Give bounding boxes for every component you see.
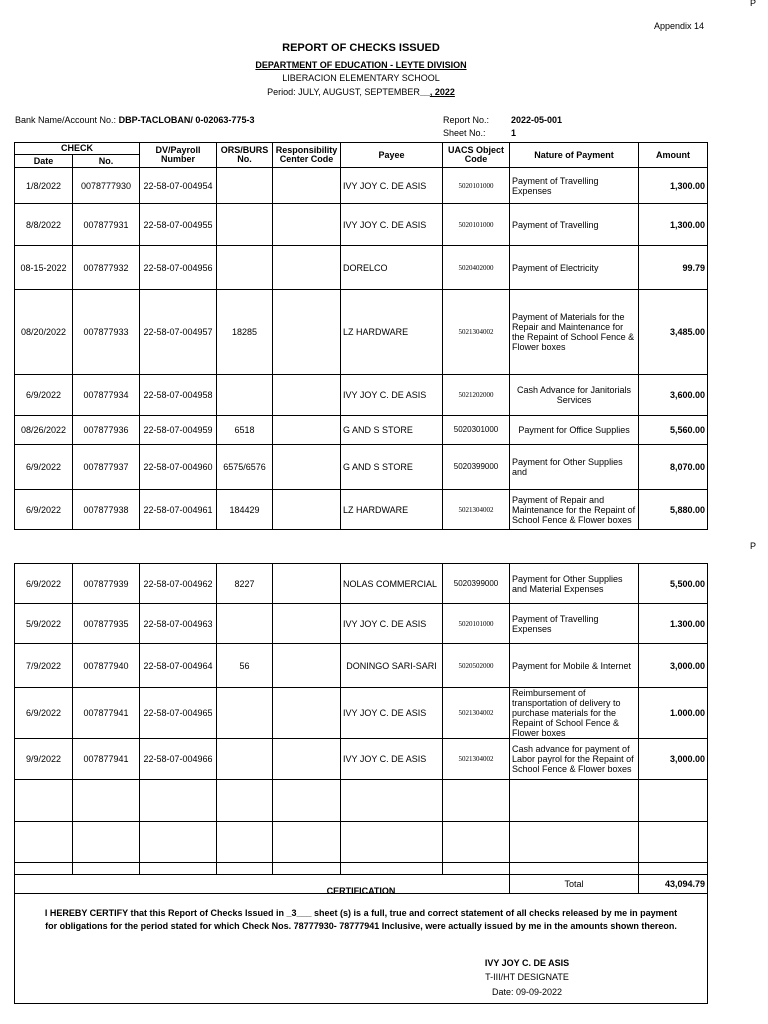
nature-cell: Payment for Other Supplies and Material Expenses	[510, 564, 639, 604]
amount-cell	[639, 863, 708, 875]
nature-cell: Payment of Materials for the Repair and Maintenance for the Repaint of School Fence & Flower boxes	[510, 290, 639, 375]
uacs-code-cell	[443, 822, 510, 863]
nature-cell	[510, 780, 639, 822]
amount-cell: 3,485.00	[639, 290, 708, 375]
ors-burs-cell	[217, 375, 273, 416]
responsibility-cell	[273, 246, 341, 290]
payee-cell: LZ HARDWARE	[341, 490, 443, 530]
nature-cell: Payment of Travelling Expenses	[510, 604, 639, 644]
signer-name: IVY JOY C. DE ASIS	[484, 958, 570, 968]
check-date-cell: 6/9/2022	[15, 688, 73, 739]
ors-burs-cell: 18285	[217, 290, 273, 375]
amount-cell: 3,000.00	[639, 644, 708, 688]
dv-number-cell: 22-58-07-004961	[140, 490, 217, 530]
check-no-cell	[73, 822, 140, 863]
header-check: CHECK	[15, 143, 140, 155]
check-date-cell: 5/9/2022	[15, 604, 73, 644]
dv-number-cell: 22-58-07-004964	[140, 644, 217, 688]
ors-burs-cell	[217, 246, 273, 290]
table-row	[15, 644, 708, 688]
amount-cell: 1.300.00	[639, 604, 708, 644]
check-no-cell: 007877937	[73, 445, 140, 490]
ors-burs-cell	[217, 204, 273, 246]
responsibility-cell	[273, 644, 341, 688]
payee-cell: IVY JOY C. DE ASIS	[341, 688, 443, 739]
dv-number-cell: 22-58-07-004958	[140, 375, 217, 416]
payee-cell: IVY JOY C. DE ASIS	[341, 375, 443, 416]
dv-number-cell: 22-58-07-004963	[140, 604, 217, 644]
payee-cell: G AND S STORE	[341, 416, 443, 445]
ors-burs-cell	[217, 863, 273, 875]
payee-cell: IVY JOY C. DE ASIS	[341, 168, 443, 204]
dv-number-cell	[140, 863, 217, 875]
check-no-cell: 0078777930	[73, 168, 140, 204]
signer-position: T-III/HT DESIGNATE	[485, 972, 569, 982]
uacs-code-cell: 5021304002	[443, 290, 510, 375]
ors-burs-cell	[217, 604, 273, 644]
responsibility-cell	[273, 688, 341, 739]
uacs-code-cell: 5020399000	[443, 564, 510, 604]
amount-cell: 1.000.00	[639, 688, 708, 739]
payee-cell	[341, 822, 443, 863]
check-date-cell	[15, 863, 73, 875]
nature-cell: Payment of Travelling	[510, 204, 639, 246]
dv-number-cell: 22-58-07-004955	[140, 204, 217, 246]
dv-number-cell: 22-58-07-004959	[140, 416, 217, 445]
table-row	[15, 375, 708, 416]
check-no-cell: 007877939	[73, 564, 140, 604]
check-no-cell	[73, 863, 140, 875]
amount-cell	[639, 780, 708, 822]
header-dv: DV/Payroll Number	[140, 143, 217, 168]
check-no-cell: 007877934	[73, 375, 140, 416]
uacs-code-cell	[443, 780, 510, 822]
payee-cell: DONINGO SARI-SARI	[341, 644, 443, 688]
certification-line2: for obligations for the period stated for which Check Nos. 78777930- 78777941 Inclusive, were actually issued by me in the amounts shown thereon.	[45, 921, 677, 931]
uacs-code-cell: 5021304002	[443, 739, 510, 780]
check-no-cell: 007877938	[73, 490, 140, 530]
payee-cell	[341, 780, 443, 822]
check-date-cell: 7/9/2022	[15, 644, 73, 688]
payee-cell: G AND S STORE	[341, 445, 443, 490]
responsibility-cell	[273, 168, 341, 204]
uacs-code-cell: 5020101000	[443, 604, 510, 644]
ors-burs-cell: 8227	[217, 564, 273, 604]
school-name: LIBERACION ELEMENTARY SCHOOL	[282, 73, 440, 83]
table-row	[15, 204, 708, 246]
check-no-cell: 007877941	[73, 739, 140, 780]
check-no-cell: 007877933	[73, 290, 140, 375]
payee-cell: NOLAS COMMERCIAL	[341, 564, 443, 604]
payee-cell: IVY JOY C. DE ASIS	[341, 204, 443, 246]
checks-table-page2	[14, 563, 708, 894]
table-row	[15, 688, 708, 739]
responsibility-cell	[273, 564, 341, 604]
table-row	[15, 445, 708, 490]
amount-cell: 5,560.00	[639, 416, 708, 445]
ors-burs-cell: 56	[217, 644, 273, 688]
payee-cell: LZ HARDWARE	[341, 290, 443, 375]
dv-number-cell: 22-58-07-004957	[140, 290, 217, 375]
nature-cell: Reimbursement of transportation of delivery to purchase materials for the Repaint of School Fence & Flower boxes	[510, 688, 639, 739]
responsibility-cell	[273, 290, 341, 375]
nature-cell: Cash advance for payment of Labor payrol for the Repaint of School Fence & Flower boxes	[510, 739, 639, 780]
amount-cell: 5,500.00	[639, 564, 708, 604]
responsibility-cell	[273, 204, 341, 246]
header-responsibility: Responsibility Center Code	[273, 143, 341, 168]
sheet-no-label: Sheet No.:	[443, 128, 486, 138]
responsibility-cell	[273, 375, 341, 416]
check-date-cell: 6/9/2022	[15, 490, 73, 530]
header-uacs: UACS Object Code	[443, 143, 510, 168]
check-no-cell: 007877941	[73, 688, 140, 739]
responsibility-cell	[273, 445, 341, 490]
nature-cell	[510, 822, 639, 863]
sheet-no-value: 1	[511, 128, 517, 138]
certification-line1: I HEREBY CERTIFY that this Report of Checks Issued in _3___ sheet (s) is a full, true and correct statement of all checks released by me in payment	[44, 908, 678, 918]
report-title: REPORT OF CHECKS ISSUED	[282, 42, 440, 54]
check-no-cell: 007877940	[73, 644, 140, 688]
uacs-code-cell: 5020101000	[443, 204, 510, 246]
check-date-cell	[15, 780, 73, 822]
ors-burs-cell	[217, 168, 273, 204]
check-date-cell: 6/9/2022	[15, 445, 73, 490]
nature-cell: Payment of Electricity	[510, 246, 639, 290]
certification-box	[14, 884, 708, 1004]
amount-cell: 3,600.00	[639, 375, 708, 416]
header-no: No.	[73, 155, 140, 168]
check-no-cell	[73, 780, 140, 822]
check-date-cell: 9/9/2022	[15, 739, 73, 780]
uacs-code-cell	[443, 863, 510, 875]
amount-cell: 1,300.00	[639, 204, 708, 246]
total-amount: 43,094.79	[639, 875, 708, 894]
amount-cell: 5,880.00	[639, 490, 708, 530]
ors-burs-cell: 6575/6576	[217, 445, 273, 490]
ors-burs-cell: 6518	[217, 416, 273, 445]
dv-number-cell: 22-58-07-004960	[140, 445, 217, 490]
uacs-code-cell: 5020301000	[443, 416, 510, 445]
amount-cell: 8,070.00	[639, 445, 708, 490]
payee-cell: IVY JOY C. DE ASIS	[341, 604, 443, 644]
dv-number-cell: 22-58-07-004965	[140, 688, 217, 739]
header-amount: Amount	[639, 143, 708, 168]
nature-cell: Payment for Other Supplies and	[510, 445, 639, 490]
bank-label: Bank Name/Account No.:	[15, 115, 117, 125]
check-date-cell: 08/20/2022	[15, 290, 73, 375]
uacs-code-cell: 5020502000	[443, 644, 510, 688]
total-label: Total	[510, 875, 639, 894]
period-blank: __	[419, 87, 430, 97]
amount-cell: 3,000.00	[639, 739, 708, 780]
uacs-code-cell: 5021202000	[443, 375, 510, 416]
table-row	[15, 564, 708, 604]
period-label: Period: JULY, AUGUST, SEPTEMBER	[267, 87, 420, 97]
table-row	[15, 490, 708, 530]
ors-burs-cell	[217, 739, 273, 780]
uacs-code-cell: 5020399000	[443, 445, 510, 490]
amount-cell: 99.79	[639, 246, 708, 290]
table-row	[15, 739, 708, 780]
table-row	[15, 246, 708, 290]
responsibility-cell	[273, 780, 341, 822]
check-date-cell: 08-15-2022	[15, 246, 73, 290]
ors-burs-cell	[217, 780, 273, 822]
header-payee: Payee	[341, 143, 443, 168]
empty-row	[15, 822, 708, 863]
responsibility-cell	[273, 863, 341, 875]
department-name: DEPARTMENT OF EDUCATION - LEYTE DIVISION	[255, 60, 467, 70]
check-date-cell: 08/26/2022	[15, 416, 73, 445]
dv-number-cell: 22-58-07-004966	[140, 739, 217, 780]
uacs-code-cell: 5021304002	[443, 688, 510, 739]
header-ors: ORS/BURS No.	[217, 143, 273, 168]
ors-burs-cell	[217, 688, 273, 739]
check-date-cell: 6/9/2022	[15, 375, 73, 416]
table-row	[15, 168, 708, 204]
bank-account	[15, 115, 254, 125]
bank-value: DBP-TACLOBAN/ 0-02063-775-3	[118, 115, 255, 125]
payee-cell: IVY JOY C. DE ASIS	[341, 739, 443, 780]
empty-row	[15, 780, 708, 822]
responsibility-cell	[273, 416, 341, 445]
appendix-label: Appendix 14	[654, 21, 705, 31]
nature-cell: Payment for Mobile & Internet	[510, 644, 639, 688]
check-date-cell: 6/9/2022	[15, 564, 73, 604]
responsibility-cell	[273, 604, 341, 644]
certification-date: Date: 09-09-2022	[491, 987, 563, 997]
report-no-label: Report No.:	[443, 115, 490, 125]
dv-number-cell	[140, 780, 217, 822]
check-no-cell: 007877932	[73, 246, 140, 290]
uacs-code-cell: 5021304002	[443, 490, 510, 530]
responsibility-cell	[273, 822, 341, 863]
report-no-value: 2022-05-001	[511, 115, 563, 125]
payee-cell	[341, 863, 443, 875]
amount-cell: 1,300.00	[639, 168, 708, 204]
certification-heading: CERTIFICATION	[326, 886, 396, 896]
period-year: , 2022	[429, 87, 455, 97]
dv-number-cell: 22-58-07-004956	[140, 246, 217, 290]
responsibility-cell	[273, 490, 341, 530]
nature-cell: Cash Advance for Janitorials Services	[510, 375, 639, 416]
responsibility-cell	[273, 739, 341, 780]
table-row	[15, 416, 708, 445]
page-marker: P	[750, 541, 757, 551]
uacs-code-cell: 5020101000	[443, 168, 510, 204]
check-no-cell: 007877936	[73, 416, 140, 445]
page-marker: P	[750, 0, 757, 8]
uacs-code-cell: 5020402000	[443, 246, 510, 290]
amount-cell	[639, 822, 708, 863]
nature-cell: Payment for Office Supplies	[510, 416, 639, 445]
dv-number-cell	[140, 822, 217, 863]
table-row	[15, 604, 708, 644]
table-row	[15, 290, 708, 375]
ors-burs-cell	[217, 822, 273, 863]
check-date-cell: 1/8/2022	[15, 168, 73, 204]
nature-cell: Payment of Travelling Expenses	[510, 168, 639, 204]
empty-row	[15, 863, 708, 875]
report-period	[0, 87, 722, 97]
nature-cell: Payment of Repair and Maintenance for the Repaint of School Fence & Flower boxes	[510, 490, 639, 530]
header-nature: Nature of Payment	[510, 143, 639, 168]
checks-table-page1	[14, 142, 708, 530]
nature-cell	[510, 863, 639, 875]
dv-number-cell: 22-58-07-004954	[140, 168, 217, 204]
check-no-cell: 007877935	[73, 604, 140, 644]
payee-cell: DORELCO	[341, 246, 443, 290]
dv-number-cell: 22-58-07-004962	[140, 564, 217, 604]
ors-burs-cell: 184429	[217, 490, 273, 530]
check-no-cell: 007877931	[73, 204, 140, 246]
header-date: Date	[15, 155, 73, 168]
check-date-cell: 8/8/2022	[15, 204, 73, 246]
check-date-cell	[15, 822, 73, 863]
